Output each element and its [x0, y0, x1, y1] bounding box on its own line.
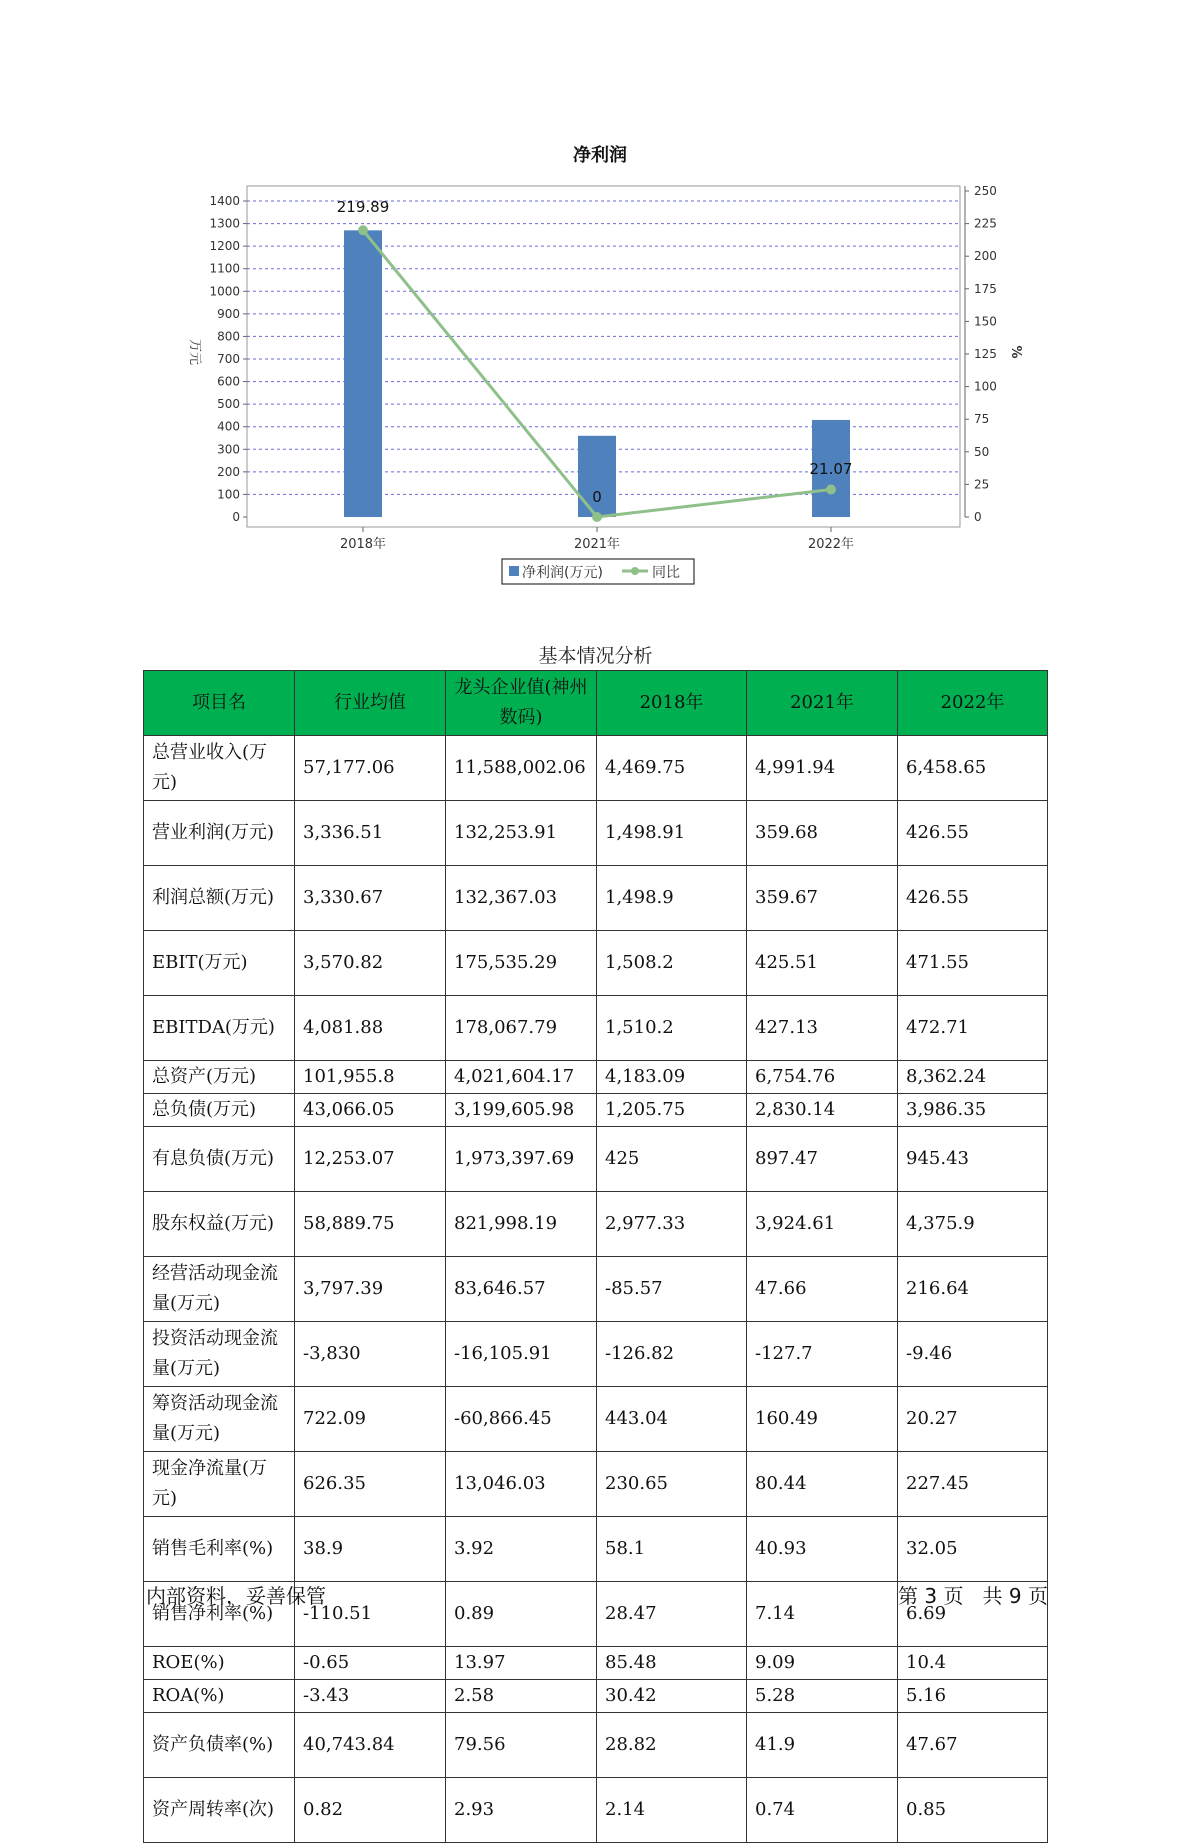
right-tick-label: 100	[974, 379, 997, 394]
value-cell: 5.16	[898, 1680, 1048, 1713]
value-cell: 175,535.29	[446, 931, 597, 996]
value-cell: 20.27	[898, 1387, 1048, 1452]
value-cell: 3,330.67	[295, 866, 446, 931]
value-cell: 427.13	[747, 996, 898, 1061]
value-cell: 626.35	[295, 1452, 446, 1517]
value-cell: 101,955.8	[295, 1061, 446, 1094]
legend-bar-label: 净利润(万元)	[522, 565, 603, 581]
row-label-cell: 销售净利率(%)	[144, 1582, 295, 1647]
value-cell: 3,986.35	[898, 1094, 1048, 1127]
table-row	[144, 1647, 1048, 1680]
value-cell: 3,199,605.98	[446, 1094, 597, 1127]
row-label-cell: 销售毛利率(%)	[144, 1517, 295, 1582]
value-cell: 3,336.51	[295, 801, 446, 866]
value-cell: -126.82	[597, 1322, 747, 1387]
footer-page-number: 第 3 页 共 9 页	[898, 1584, 1048, 1608]
value-cell: 0.85	[898, 1778, 1048, 1843]
value-cell: 359.67	[747, 866, 898, 931]
value-cell: 47.66	[747, 1257, 898, 1322]
value-cell: 2,977.33	[597, 1192, 747, 1257]
left-tick-label: 1400	[209, 194, 240, 208]
value-cell: -3,830	[295, 1322, 446, 1387]
value-cell: 28.47	[597, 1582, 747, 1647]
value-cell: 227.45	[898, 1452, 1048, 1517]
table-row	[144, 1094, 1048, 1127]
right-axis-title: %	[1008, 345, 1023, 359]
table-row	[144, 1680, 1048, 1713]
left-tick-label: 1000	[209, 284, 240, 299]
left-tick-label: 300	[217, 442, 240, 457]
value-cell: -110.51	[295, 1582, 446, 1647]
value-cell: -9.46	[898, 1322, 1048, 1387]
legend-line-label: 同比	[652, 565, 680, 581]
value-cell: 6.69	[898, 1582, 1048, 1647]
value-cell: 1,973,397.69	[446, 1127, 597, 1192]
table-row	[144, 1192, 1048, 1257]
value-cell: 425.51	[747, 931, 898, 996]
value-cell: 945.43	[898, 1127, 1048, 1192]
value-cell: 57,177.06	[295, 736, 446, 801]
left-tick-label: 900	[217, 306, 240, 321]
row-label-cell: 总营业收入(万元)	[144, 736, 295, 801]
left-tick-label: 500	[217, 397, 240, 412]
value-cell: 80.44	[747, 1452, 898, 1517]
table-row	[144, 1387, 1048, 1452]
table-row	[144, 1452, 1048, 1517]
right-tick-label: 250	[974, 184, 997, 198]
value-cell: 160.49	[747, 1387, 898, 1452]
row-label-cell: 现金净流量(万元)	[144, 1452, 295, 1517]
table-header-cell: 2021年	[747, 671, 898, 736]
x-tick-label: 2018年	[339, 537, 387, 552]
row-label-cell: 资产周转率(次)	[144, 1778, 295, 1843]
value-cell: 58.1	[597, 1517, 747, 1582]
value-cell: 426.55	[898, 866, 1048, 931]
value-cell: 3,570.82	[295, 931, 446, 996]
right-tick-label: 125	[974, 347, 997, 361]
table-header-cell: 2018年	[597, 671, 747, 736]
row-label-cell: EBIT(万元)	[144, 931, 295, 996]
right-tick-label: 0	[974, 510, 982, 524]
value-cell: 83,646.57	[446, 1257, 597, 1322]
table-row	[144, 1713, 1048, 1778]
table-row	[144, 1127, 1048, 1192]
right-tick-label: 150	[974, 314, 997, 329]
chart-title: 净利润	[573, 145, 627, 166]
value-cell: 132,253.91	[446, 801, 597, 866]
yoy-point	[826, 485, 836, 495]
value-cell: 13.97	[446, 1647, 597, 1680]
value-cell: 425	[597, 1127, 747, 1192]
right-tick-label: 50	[974, 444, 990, 459]
table-row	[144, 866, 1048, 931]
table-header-cell: 龙头企业值(神州数码)	[446, 671, 597, 736]
value-cell: 6,754.76	[747, 1061, 898, 1094]
row-label-cell: ROE(%)	[144, 1647, 295, 1680]
value-cell: 32.05	[898, 1517, 1048, 1582]
value-cell: 1,205.75	[597, 1094, 747, 1127]
table-row	[144, 1517, 1048, 1582]
value-cell: 4,991.94	[747, 736, 898, 801]
value-cell: 47.67	[898, 1713, 1048, 1778]
row-label-cell: EBITDA(万元)	[144, 996, 295, 1061]
value-cell: 4,375.9	[898, 1192, 1048, 1257]
left-tick-label: 1100	[209, 261, 240, 276]
x-tick-label: 2022年	[807, 537, 855, 552]
value-cell: 30.42	[597, 1680, 747, 1713]
left-axis-title: 万元	[187, 338, 202, 366]
row-label-cell: 筹资活动现金流量(万元)	[144, 1387, 295, 1452]
left-tick-label: 1200	[209, 239, 240, 254]
row-label-cell: 营业利润(万元)	[144, 801, 295, 866]
legend-line-marker	[631, 567, 639, 575]
basic-analysis-table	[143, 670, 1048, 1843]
value-cell: 10.4	[898, 1647, 1048, 1680]
value-cell: 426.55	[898, 801, 1048, 866]
value-cell: 9.09	[747, 1647, 898, 1680]
row-label-cell: 股东权益(万元)	[144, 1192, 295, 1257]
value-cell: 178,067.79	[446, 996, 597, 1061]
table-header-cell: 行业均值	[295, 671, 446, 736]
value-cell: 897.47	[747, 1127, 898, 1192]
value-cell: 8,362.24	[898, 1061, 1048, 1094]
table-body	[144, 736, 1048, 1843]
right-tick-label: 225	[974, 216, 997, 231]
table-row	[144, 996, 1048, 1061]
value-cell: -16,105.91	[446, 1322, 597, 1387]
row-label-cell: 总负债(万元)	[144, 1094, 295, 1127]
x-tick-label: 2021年	[573, 537, 621, 552]
table-row	[144, 1322, 1048, 1387]
value-cell: 4,183.09	[597, 1061, 747, 1094]
value-cell: 12,253.07	[295, 1127, 446, 1192]
legend-bar-swatch	[509, 566, 519, 576]
value-cell: 230.65	[597, 1452, 747, 1517]
table-header-cell: 项目名	[144, 671, 295, 736]
table-header-row	[144, 671, 1048, 736]
row-label-cell: 资产负债率(%)	[144, 1713, 295, 1778]
value-cell: 471.55	[898, 931, 1048, 996]
value-cell: -3.43	[295, 1680, 446, 1713]
footer-confidential-note: 内部资料，妥善保管	[146, 1584, 326, 1608]
value-cell: 28.82	[597, 1713, 747, 1778]
data-label: 219.89	[336, 198, 390, 216]
left-tick-label: 800	[217, 329, 240, 344]
right-tick-label: 25	[974, 477, 990, 492]
value-cell: 7.14	[747, 1582, 898, 1647]
value-cell: 3.92	[446, 1517, 597, 1582]
row-label-cell: 经营活动现金流量(万元)	[144, 1257, 295, 1322]
row-label-cell: 总资产(万元)	[144, 1061, 295, 1094]
value-cell: -85.57	[597, 1257, 747, 1322]
value-cell: 3,924.61	[747, 1192, 898, 1257]
data-label: 21.07	[809, 460, 853, 478]
value-cell: 722.09	[295, 1387, 446, 1452]
value-cell: 13,046.03	[446, 1452, 597, 1517]
yoy-point	[592, 512, 602, 522]
value-cell: 11,588,002.06	[446, 736, 597, 801]
value-cell: -127.7	[747, 1322, 898, 1387]
value-cell: 1,510.2	[597, 996, 747, 1061]
value-cell: 1,508.2	[597, 931, 747, 996]
value-cell: 2.14	[597, 1778, 747, 1843]
value-cell: 6,458.65	[898, 736, 1048, 801]
value-cell: 0.89	[446, 1582, 597, 1647]
data-label: 0	[592, 488, 602, 506]
value-cell: 4,081.88	[295, 996, 446, 1061]
row-label-cell: 有息负债(万元)	[144, 1127, 295, 1192]
left-tick-label: 100	[217, 487, 240, 502]
value-cell: 2.93	[446, 1778, 597, 1843]
row-label-cell: 利润总额(万元)	[144, 866, 295, 931]
right-tick-label: 200	[974, 249, 997, 264]
value-cell: 38.9	[295, 1517, 446, 1582]
value-cell: -0.65	[295, 1647, 446, 1680]
value-cell: 443.04	[597, 1387, 747, 1452]
value-cell: 472.71	[898, 996, 1048, 1061]
table-row	[144, 931, 1048, 996]
table-row	[144, 1061, 1048, 1094]
left-tick-label: 200	[217, 464, 240, 479]
value-cell: 821,998.19	[446, 1192, 597, 1257]
value-cell: 359.68	[747, 801, 898, 866]
value-cell: 2,830.14	[747, 1094, 898, 1127]
row-label-cell: 投资活动现金流量(万元)	[144, 1322, 295, 1387]
value-cell: 40,743.84	[295, 1713, 446, 1778]
table-header-cell: 2022年	[898, 671, 1048, 736]
value-cell: 0.74	[747, 1778, 898, 1843]
value-cell: 40.93	[747, 1517, 898, 1582]
value-cell: 41.9	[747, 1713, 898, 1778]
value-cell: 4,021,604.17	[446, 1061, 597, 1094]
value-cell: 5.28	[747, 1680, 898, 1713]
value-cell: 43,066.05	[295, 1094, 446, 1127]
value-cell: 3,797.39	[295, 1257, 446, 1322]
value-cell: 58,889.75	[295, 1192, 446, 1257]
table-row	[144, 1778, 1048, 1843]
value-cell: 132,367.03	[446, 866, 597, 931]
left-tick-label: 400	[217, 419, 240, 434]
table-row	[144, 736, 1048, 801]
value-cell: -60,866.45	[446, 1387, 597, 1452]
table-row	[144, 801, 1048, 866]
left-tick-label: 600	[217, 374, 240, 389]
value-cell: 0.82	[295, 1778, 446, 1843]
chart-canvas	[0, 0, 1191, 600]
right-tick-label: 75	[974, 412, 990, 427]
table-title: 基本情况分析	[538, 645, 653, 667]
value-cell: 1,498.9	[597, 866, 747, 931]
value-cell: 79.56	[446, 1713, 597, 1778]
yoy-point	[358, 225, 368, 235]
left-tick-label: 0	[232, 510, 240, 524]
value-cell: 4,469.75	[597, 736, 747, 801]
right-tick-label: 175	[974, 281, 997, 296]
value-cell: 85.48	[597, 1647, 747, 1680]
value-cell: 216.64	[898, 1257, 1048, 1322]
value-cell: 1,498.91	[597, 801, 747, 866]
row-label-cell: ROA(%)	[144, 1680, 295, 1713]
net-profit-chart	[0, 0, 1191, 600]
table-row	[144, 1257, 1048, 1322]
left-tick-label: 1300	[209, 216, 240, 231]
value-cell: 2.58	[446, 1680, 597, 1713]
bar-2018年	[344, 230, 382, 517]
left-tick-label: 700	[217, 352, 240, 366]
